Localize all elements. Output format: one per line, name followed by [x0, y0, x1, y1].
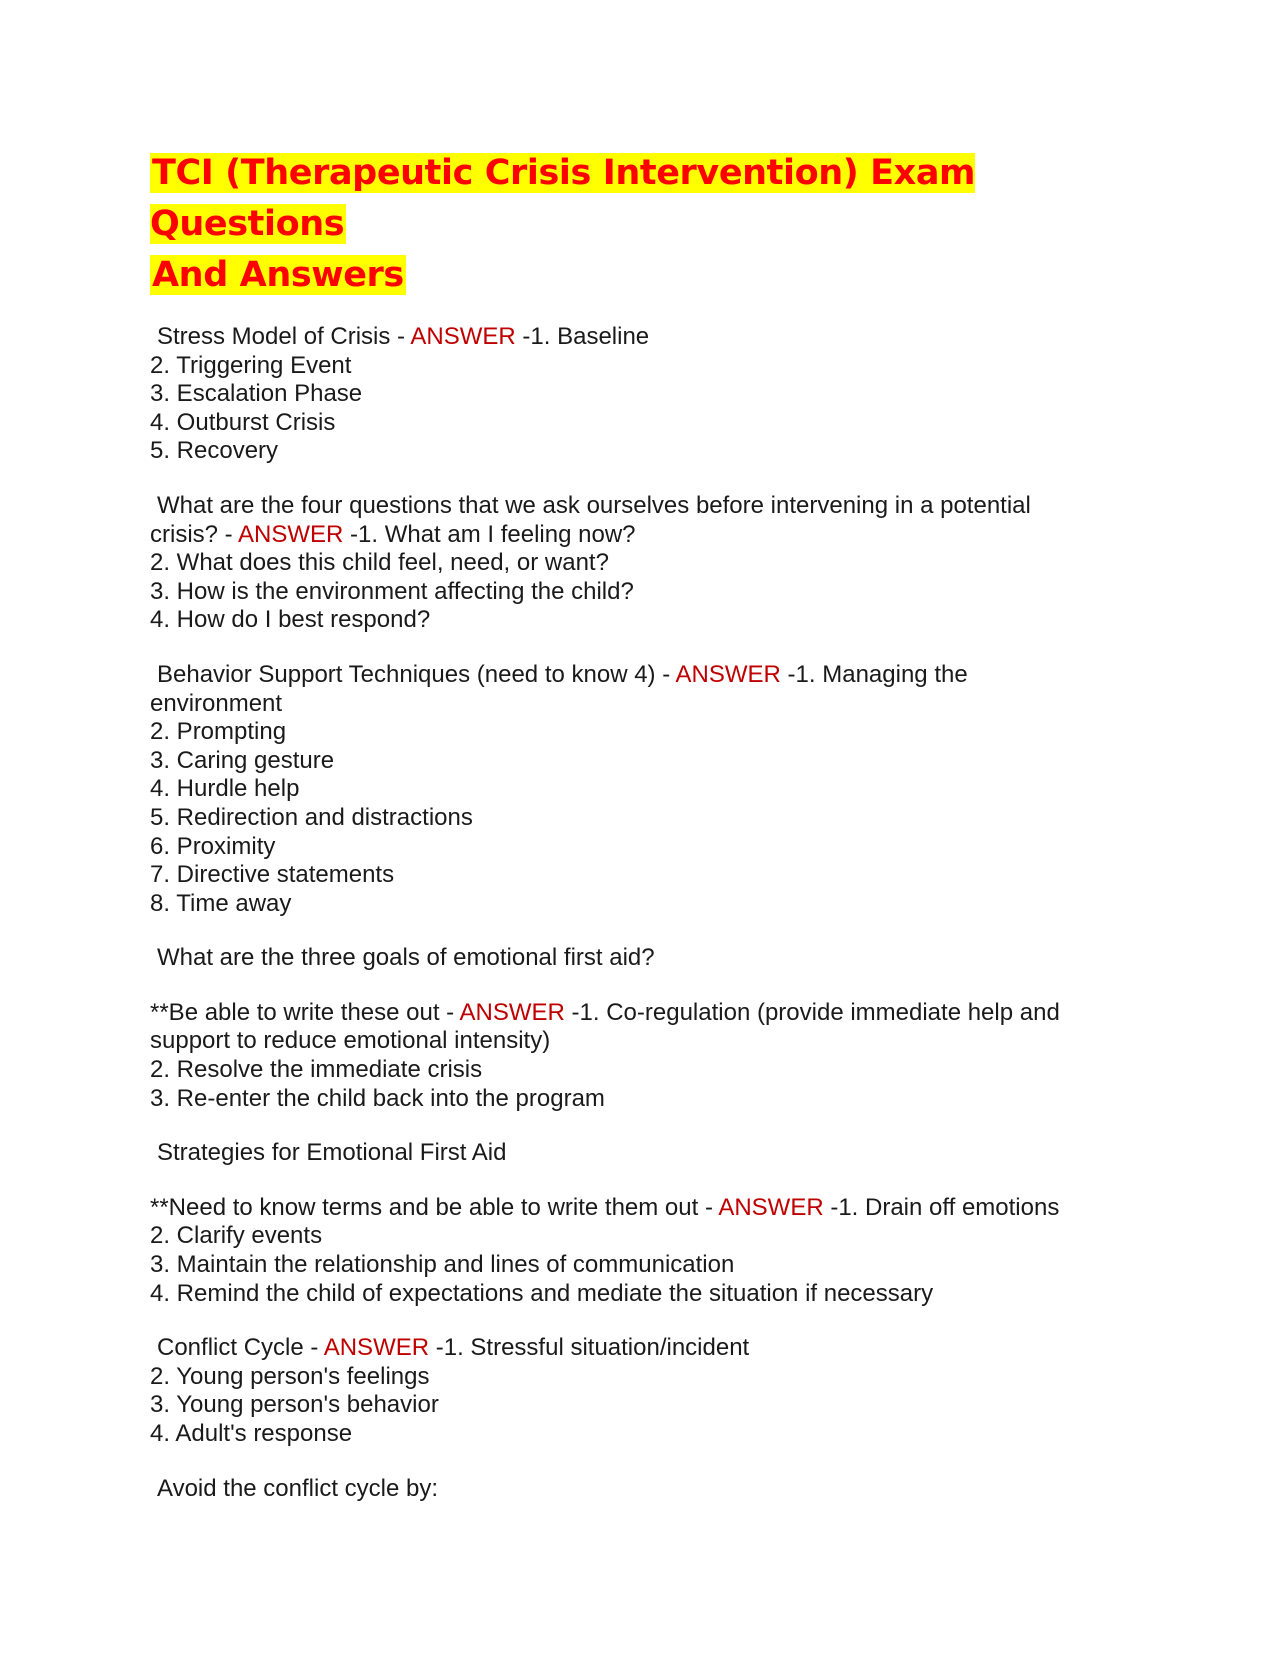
answer-line: 4. Hurdle help [150, 775, 300, 803]
answer-line: environment [150, 689, 283, 717]
question-text: Avoid the conflict cycle by: [157, 1474, 439, 1502]
qa-item [150, 1334, 1150, 1448]
answer-line: 7. Directive statements [150, 861, 395, 889]
answer-line: 6. Proximity [150, 832, 276, 860]
title-line-2: And Answers [152, 255, 404, 295]
answer-first-line: -1. Baseline [515, 323, 650, 350]
answer-first-line: -1. Managing the [780, 660, 968, 688]
document-page [150, 148, 1150, 1529]
answer-label: ANSWER [323, 1334, 430, 1362]
answer-line: 2. Prompting [150, 718, 287, 746]
qa-item [150, 944, 1150, 1113]
question-text: **Be able to write these out - [150, 998, 460, 1026]
document-title [150, 148, 1150, 301]
answer-line: support to reduce emotional intensity) [150, 1027, 551, 1055]
qa-item [150, 661, 1150, 918]
question-text: Stress Model of Crisis - [157, 323, 411, 350]
answer-line: 3. Caring gesture [150, 746, 335, 774]
question-line [150, 492, 1150, 521]
answer-line: 2. What does this child feel, need, or want? [150, 549, 609, 577]
answer-line: 4. Outburst Crisis [150, 408, 336, 436]
answer-line: 4. How do I best respond? [150, 606, 431, 634]
answer-label: ANSWER [238, 520, 344, 548]
answer-first-line: -1. Drain off emotions [823, 1193, 1060, 1221]
question-line [150, 1194, 1150, 1223]
answer-line: 3. Re-enter the child back into the program [150, 1084, 605, 1112]
question-text: crisis? - [150, 520, 239, 548]
question-line [150, 661, 1150, 690]
answer-line: 2. Triggering Event [150, 351, 352, 379]
answer-line: 2. Resolve the immediate crisis [150, 1056, 483, 1084]
question-line [150, 521, 1150, 550]
question-line [150, 1334, 1150, 1363]
answer-line: 3. How is the environment affecting the child? [150, 577, 634, 605]
answer-first-line: -1. Stressful situation/incident [429, 1334, 750, 1362]
answer-line: 3. Maintain the relationship and lines of communication [150, 1251, 735, 1279]
question-text: Behavior Support Techniques (need to know 4) - [157, 660, 676, 688]
question-line [150, 323, 1150, 352]
answer-first-line: -1. Co-regulation (provide immediate help and [564, 998, 1060, 1026]
answer-line: 5. Recovery [150, 437, 279, 465]
answer-line: 4. Adult's response [150, 1420, 353, 1447]
title-line-1: TCI (Therapeutic Crisis Intervention) Exam Questions [150, 153, 976, 244]
answer-line: 5. Redirection and distractions [150, 803, 473, 831]
answer-label: ANSWER [718, 1193, 824, 1221]
question-text: What are the three goals of emotional first aid? [157, 944, 655, 972]
question-line [150, 1475, 1150, 1504]
question-line [150, 944, 1150, 973]
answer-line: 8. Time away [150, 889, 292, 917]
answer-label: ANSWER [675, 660, 781, 688]
question-line [150, 999, 1150, 1028]
question-text: What are the four questions that we ask ourselves before intervening in a potential [157, 491, 1031, 519]
qa-item [150, 492, 1150, 635]
qa-item [150, 1139, 1150, 1308]
question-text: **Need to know terms and be able to write them out - [150, 1193, 719, 1221]
question-line [150, 1139, 1150, 1168]
answer-line: 3. Escalation Phase [150, 380, 363, 408]
answer-label: ANSWER [410, 323, 516, 350]
answer-label: ANSWER [459, 998, 565, 1026]
question-text: Conflict Cycle - [157, 1334, 324, 1362]
answer-line: 4. Remind the child of expectations and mediate the situation if necessary [150, 1279, 934, 1307]
qa-item [150, 1475, 1150, 1504]
question-text: Strategies for Emotional First Aid [157, 1139, 507, 1167]
answer-line: 2. Young person's feelings [150, 1362, 430, 1390]
answer-line: 2. Clarify events [150, 1222, 323, 1250]
qa-item [150, 323, 1150, 466]
answer-line: 3. Young person's behavior [150, 1391, 439, 1419]
answer-first-line: -1. What am I feeling now? [343, 520, 636, 548]
